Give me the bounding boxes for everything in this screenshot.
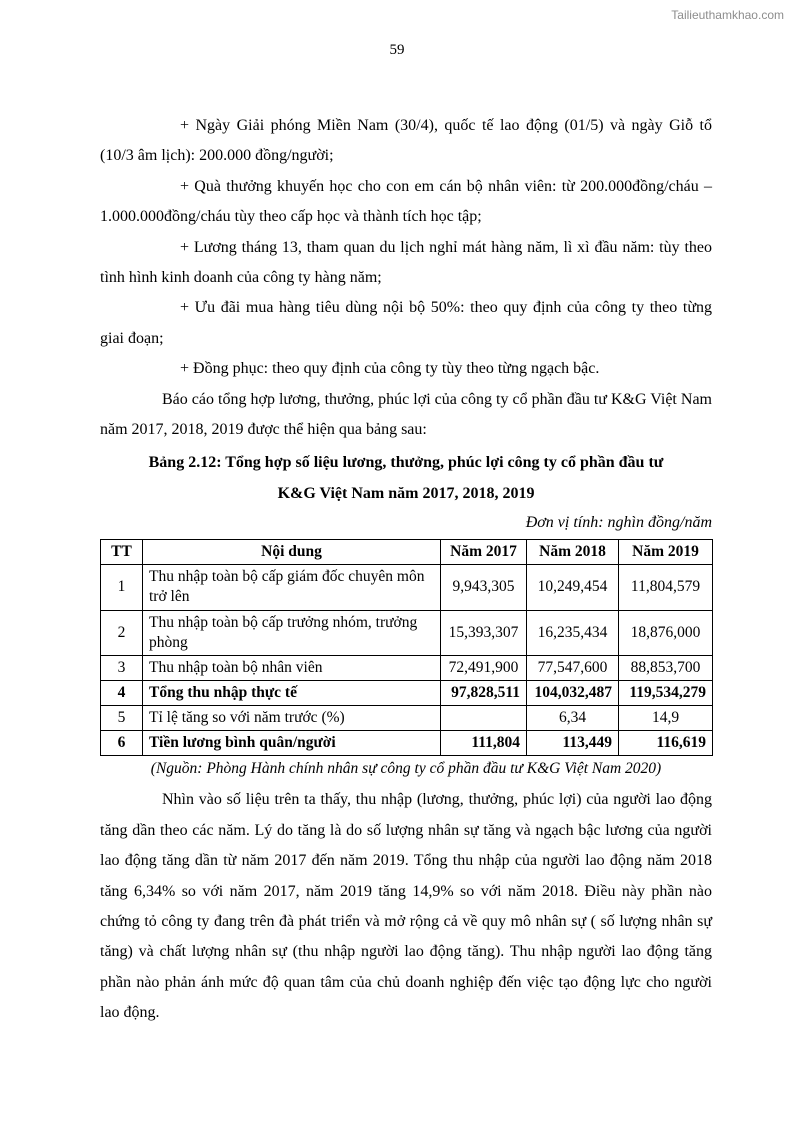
cell-2017: 97,828,511 [441,680,527,705]
cell-label: Thu nhập toàn bộ nhân viên [143,655,441,680]
cell-2019: 14,9 [619,706,713,731]
benefit-item-discount: + Ưu đãi mua hàng tiêu dùng nội bộ 50%: theo quy định của công ty theo từng giai đoạn; [100,299,712,347]
salary-summary-table [100,539,713,756]
col-header-nam-2018: Năm 2018 [527,540,619,565]
source-note: (Nguồn: Phòng Hành chính nhân sự công ty cổ phần đầu tư K&G Việt Nam 2020) [150,760,662,778]
page-number: 59 [389,42,405,58]
table-row-average [101,731,713,756]
cell-tt: 4 [101,680,143,705]
cell-2017: 15,393,307 [441,610,527,655]
cell-2019: 11,804,579 [619,565,713,610]
cell-2018: 6,34 [527,706,619,731]
cell-2018: 77,547,600 [527,655,619,680]
cell-tt: 2 [101,610,143,655]
cell-2018: 10,249,454 [527,565,619,610]
benefit-item-13th-salary: + Lương tháng 13, tham quan du lịch nghỉ mát hàng năm, lì xì đầu năm: tùy theo tình hình kinh doanh của công ty hàng năm; [100,238,712,286]
report-intro-paragraph: Báo cáo tổng hợp lương, thưởng, phúc lợi của công ty cổ phần đầu tư K&G Việt Nam năm 2017, 2018, 2019 được thể hiện qua bảng sau: [100,390,712,438]
col-header-noi-dung: Nội dung [143,540,441,565]
benefit-item-scholarship: + Quà thưởng khuyến học cho con em cán bộ nhân viên: từ 200.000đồng/cháu – 1.000.000đồng/cháu tùy theo cấp học và thành tích học tập; [100,177,712,226]
cell-2019: 18,876,000 [619,610,713,655]
cell-2018: 104,032,487 [527,680,619,705]
cell-label: Thu nhập toàn bộ cấp trưởng nhóm, trưởng phòng [143,610,441,655]
table-row-total [101,680,713,705]
cell-2019: 116,619 [619,731,713,756]
table-row [101,565,713,610]
col-header-nam-2017: Năm 2017 [441,540,527,565]
cell-tt: 6 [101,731,143,756]
table-row-growth [101,706,713,731]
cell-2017: 9,943,305 [441,565,527,610]
col-header-tt: TT [101,540,143,565]
cell-2017: 111,804 [441,731,527,756]
cell-label: Tổng thu nhập thực tế [143,680,441,705]
table-title-line2: K&G Việt Nam năm 2017, 2018, 2019 [277,484,535,502]
cell-label: Tỉ lệ tăng so với năm trước (%) [143,706,441,731]
cell-2018: 16,235,434 [527,610,619,655]
table-title-line1: Bảng 2.12: Tổng hợp số liệu lương, thưởng, phúc lợi công ty cổ phần đầu tư [148,454,664,472]
cell-tt: 3 [101,655,143,680]
page-content [0,59,794,1028]
analysis-paragraph: Nhìn vào số liệu trên ta thấy, thu nhập (lương, thưởng, phúc lợi) của người lao động tăng dần theo các năm. Lý do tăng là do số lượng nhân sự tăng và ngạch bậc lương của người lao động tăng dần từ năm 2017 đến năm 2019. Tổng thu nhập của người lao động năm 2018 tăng 6,34% so với năm 2017, năm 2019 tăng 14,9% so với năm 2018. Điều này phần nào chứng tỏ công ty đang trên đà phát triển và mở rộng cả về quy mô nhân sự ( số lượng nhân sự tăng) và chất lượng nhân sự (thu nhập người lao động tăng). Thu nhập người lao động tăng phần nào phản ánh mức độ quan tâm của chủ doanh nghiệp đến việc tạo động lực cho người lao động. [100,791,712,1022]
cell-label: Thu nhập toàn bộ cấp giám đốc chuyên môn trở lên [143,565,441,610]
col-header-nam-2019: Năm 2019 [619,540,713,565]
table-row [101,610,713,655]
cell-2017: 72,491,900 [441,655,527,680]
cell-2018: 113,449 [527,731,619,756]
cell-label: Tiền lương bình quân/người [143,731,441,756]
unit-note: Đơn vị tính: nghìn đồng/năm [525,514,712,532]
benefit-item-holidays: + Ngày Giải phóng Miền Nam (30/4), quốc tế lao động (01/5) và ngày Giỗ tổ (10/3 âm lịch): 200.000 đồng/người; [100,117,712,165]
cell-tt: 5 [101,706,143,731]
cell-2019: 119,534,279 [619,680,713,705]
cell-2019: 88,853,700 [619,655,713,680]
cell-2017 [441,706,527,731]
benefit-item-uniform: + Đồng phục: theo quy định của công ty tùy theo từng ngạch bậc. [180,360,600,378]
watermark: Tailieuthamkhao.com [671,8,784,22]
table-header-row [101,540,713,565]
cell-tt: 1 [101,565,143,610]
table-title [100,448,712,509]
table-row [101,655,713,680]
